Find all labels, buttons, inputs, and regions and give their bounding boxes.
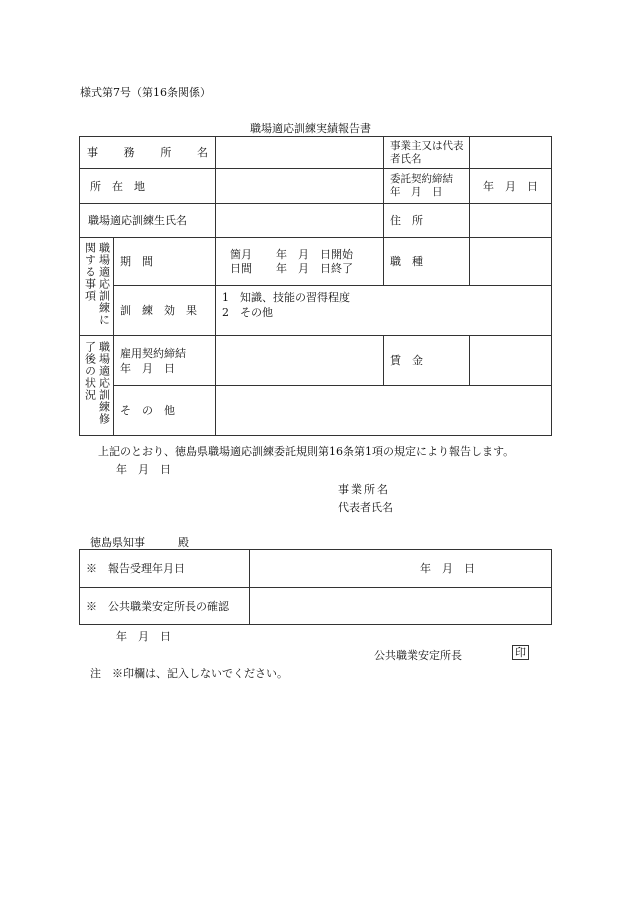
trainee-name-field[interactable] — [216, 204, 384, 238]
period-label: 期 間 — [120, 255, 153, 268]
confirm-field[interactable] — [250, 588, 552, 625]
seal-mark: 印 — [512, 645, 529, 660]
wage-field[interactable] — [470, 336, 552, 386]
section2-label: 職場適応訓練修了後の状況 — [83, 340, 111, 425]
effect-item-1: 1 知識、技能の習得程度 — [222, 290, 350, 304]
job-type-field[interactable] — [470, 238, 552, 286]
other-field[interactable] — [216, 386, 552, 436]
job-type-label: 職 種 — [390, 255, 423, 268]
training-effect-label: 訓 練 効 果 — [120, 304, 197, 317]
confirm-date: 年 月 日 — [116, 630, 171, 643]
report-date: 年 月 日 — [116, 463, 171, 476]
statement-text: 上記のとおり、徳島県職場適応訓練委託規則第16条第1項の規定により報告します。 — [98, 445, 515, 458]
page-title: 職場適応訓練実績報告書 — [250, 122, 371, 135]
report-table — [79, 136, 552, 436]
receipt-label: ※ 報告受理年月日 — [86, 562, 185, 575]
period-end[interactable]: 年 月 日終了 — [276, 261, 353, 275]
receipt-date-field[interactable]: 年 月 日 — [420, 562, 475, 575]
signer-representative: 代表者氏名 — [338, 501, 393, 514]
contract-date-field[interactable]: 年 月 日 — [483, 179, 538, 193]
note: 注 ※印欄は、記入しないでください。 — [90, 667, 288, 680]
wage-label: 賃 金 — [390, 354, 423, 367]
employer-name-field[interactable] — [470, 137, 552, 169]
employment-ymd-label: 年 月 日 — [120, 361, 175, 375]
trainee-name-label: 職場適応訓練生氏名 — [88, 214, 187, 227]
employment-contract-field[interactable] — [216, 336, 384, 386]
form-number: 様式第7号（第16条関係） — [80, 86, 211, 99]
location-field[interactable] — [216, 169, 384, 204]
contract-ymd-label: 年 月 日 — [390, 186, 443, 198]
address-label: 住 所 — [390, 214, 423, 227]
addressee: 徳島県知事 殿 — [90, 536, 189, 549]
other-label: そ の 他 — [120, 404, 175, 417]
location-label: 所 在 地 — [90, 179, 145, 193]
employment-contract-label: 雇用契約締結 — [120, 346, 186, 360]
days-label: 日間 — [230, 261, 252, 275]
seal-stamp — [512, 645, 529, 660]
contract-label: 委託契約締結 — [390, 173, 453, 185]
office-chief: 公共職業安定所長 — [374, 649, 462, 662]
employer-name-label: 事業主又は代表者氏名 — [390, 139, 464, 165]
section1-label: 職場適応訓練に関する事項 — [83, 241, 111, 326]
office-name-label: 事 務 所 名 — [87, 146, 208, 159]
period-start[interactable]: 年 月 日開始 — [276, 247, 353, 261]
office-name-field[interactable] — [216, 137, 384, 169]
confirm-label: ※ 公共職業安定所長の確認 — [86, 599, 229, 613]
effect-item-2: 2 その他 — [222, 305, 273, 319]
receipt-table — [79, 549, 552, 625]
address-field[interactable] — [470, 204, 552, 238]
months-label: 箇月 — [230, 247, 252, 261]
signer-office: 事業所名 — [338, 483, 390, 496]
